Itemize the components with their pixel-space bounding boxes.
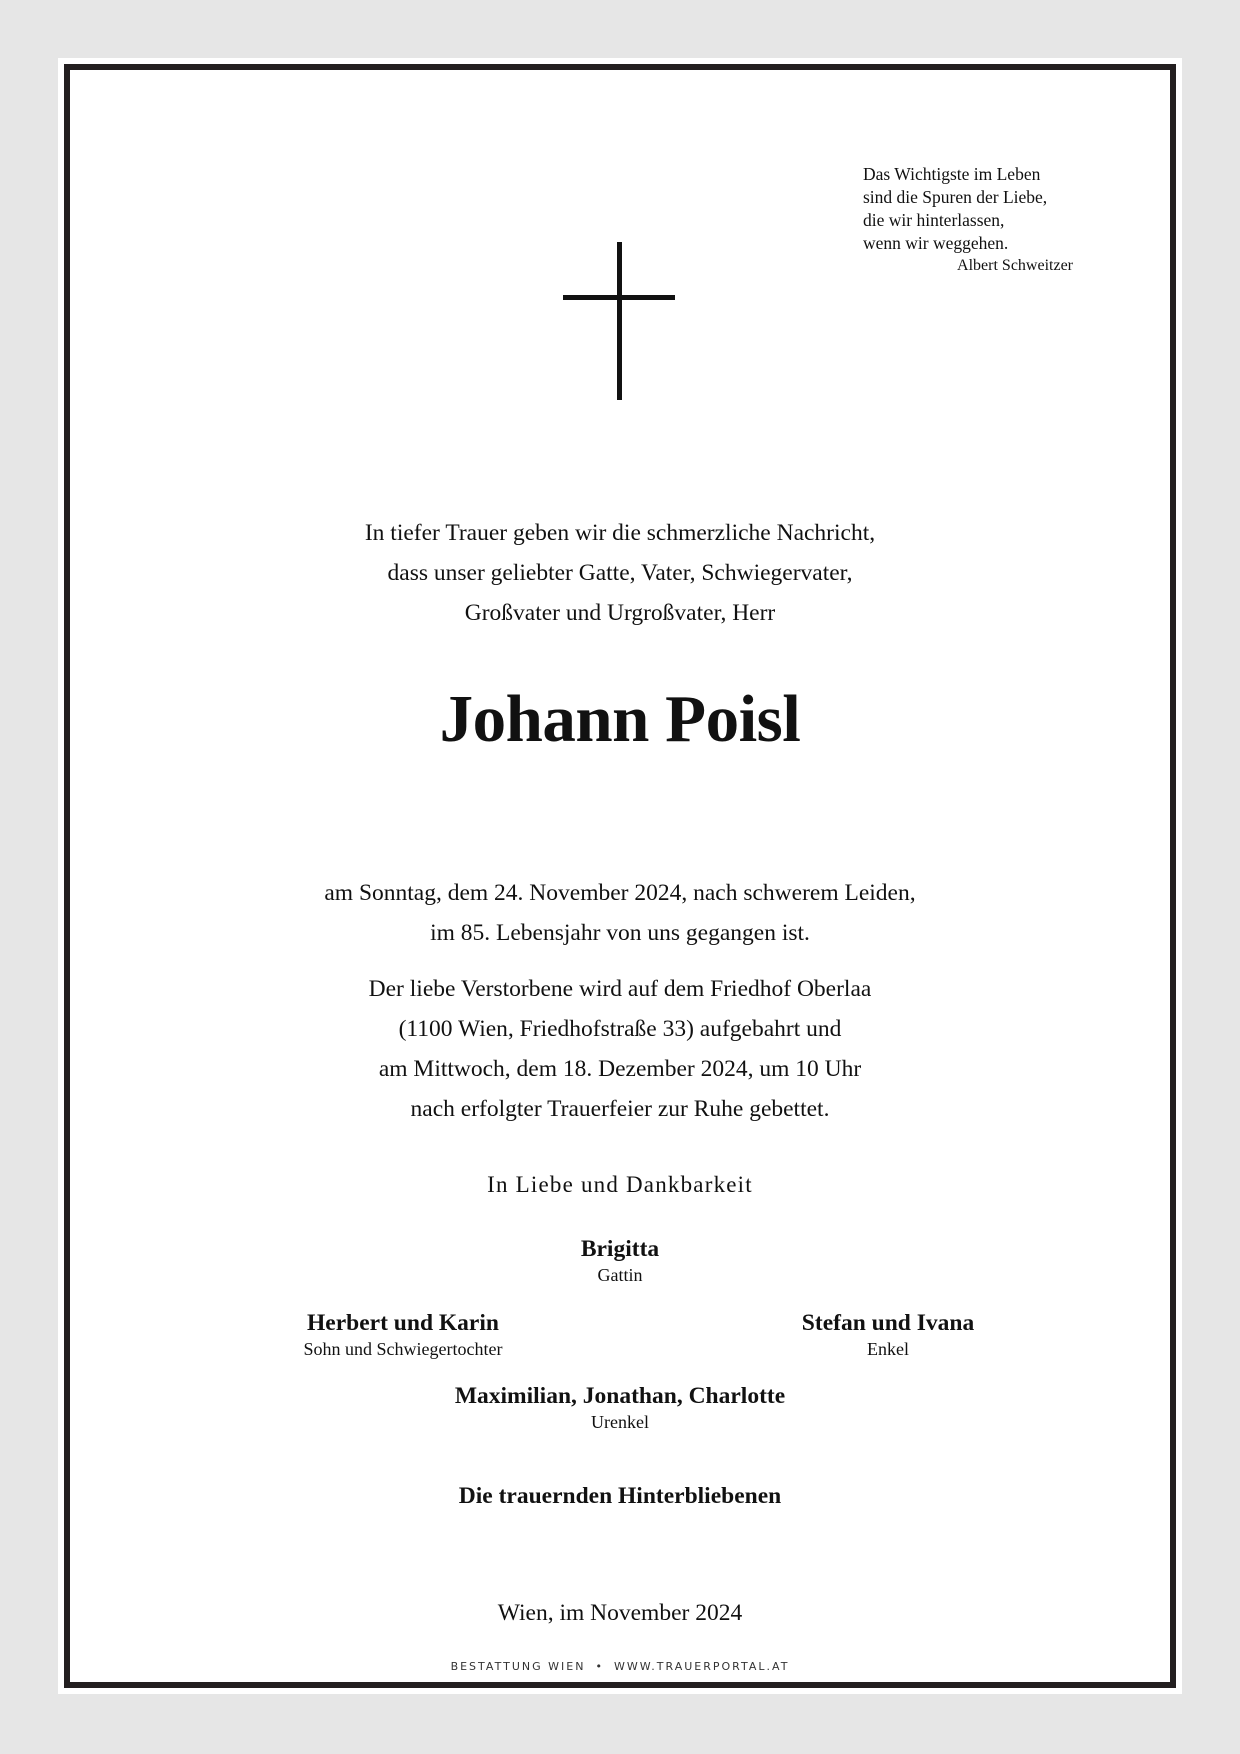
funeral-notice-line: Der liebe Verstorbene wird auf dem Friedhof Oberlaa [368,976,872,1002]
intro-text [58,513,1182,633]
death-notice-line: im 85. Lebensjahr von uns gegangen ist. [430,920,810,946]
mourner-name: Herbert und Karin [307,1310,499,1336]
footer-company: BESTATTUNG WIEN [450,1660,586,1673]
obituary-sheet [58,58,1182,1694]
mourner-relation: Enkel [867,1339,909,1359]
deceased-name: Johann Poisl [439,682,801,756]
death-notice-line: am Sonntag, dem 24. November 2024, nach schwerem Leiden, [324,880,916,906]
footer-separator: • [595,1660,604,1673]
mourner-relation: Gattin [597,1265,643,1285]
mourner-grandchild [738,1308,1038,1360]
intro-line: dass unser geliebter Gatte, Vater, Schwiegervater, [387,560,853,586]
quote-line: wenn wir weggehen. [863,233,1009,253]
funeral-notice [58,969,1182,1129]
death-notice [58,873,1182,953]
mourner-wife [58,1234,1182,1286]
funeral-notice-line: (1100 Wien, Friedhofstraße 33) aufgebahrt und [398,1016,842,1042]
mourner-name: Stefan und Ivana [801,1310,975,1336]
intro-line: In tiefer Trauer geben wir die schmerzliche Nachricht, [364,520,876,546]
quote-line: sind die Spuren der Liebe, [863,187,1048,207]
mourner-name: Maximilian, Jonathan, Charlotte [454,1383,786,1409]
funeral-notice-line: am Mittwoch, dem 18. Dezember 2024, um 10 Uhr [378,1056,862,1082]
funeral-notice-line: nach erfolgter Trauerfeier zur Ruhe gebettet. [410,1096,830,1122]
closing-line: Die trauernden Hinterbliebenen [458,1483,782,1509]
place-date: Wien, im November 2024 [497,1600,743,1626]
footer-website: WWW.TRAUERPORTAL.AT [613,1660,790,1673]
quote-author: Albert Schweitzer [957,257,1073,274]
mourner-relation: Sohn und Schwiegertochter [303,1339,503,1359]
mourner-relation: Urenkel [591,1412,649,1432]
intro-line: Großvater und Urgroßvater, Herr [464,600,776,626]
quote-line: Das Wichtigste im Leben [863,164,1041,184]
cross-icon [563,242,675,400]
quote-line: die wir hinterlassen, [863,210,1005,230]
mourner-great-grandchildren [58,1381,1182,1433]
quote-block [863,163,1073,277]
mourner-son [258,1308,548,1360]
footer [58,1660,1182,1673]
mourner-name: Brigitta [580,1236,660,1262]
thanks-line: In Liebe und Dankbarkeit [487,1172,753,1197]
